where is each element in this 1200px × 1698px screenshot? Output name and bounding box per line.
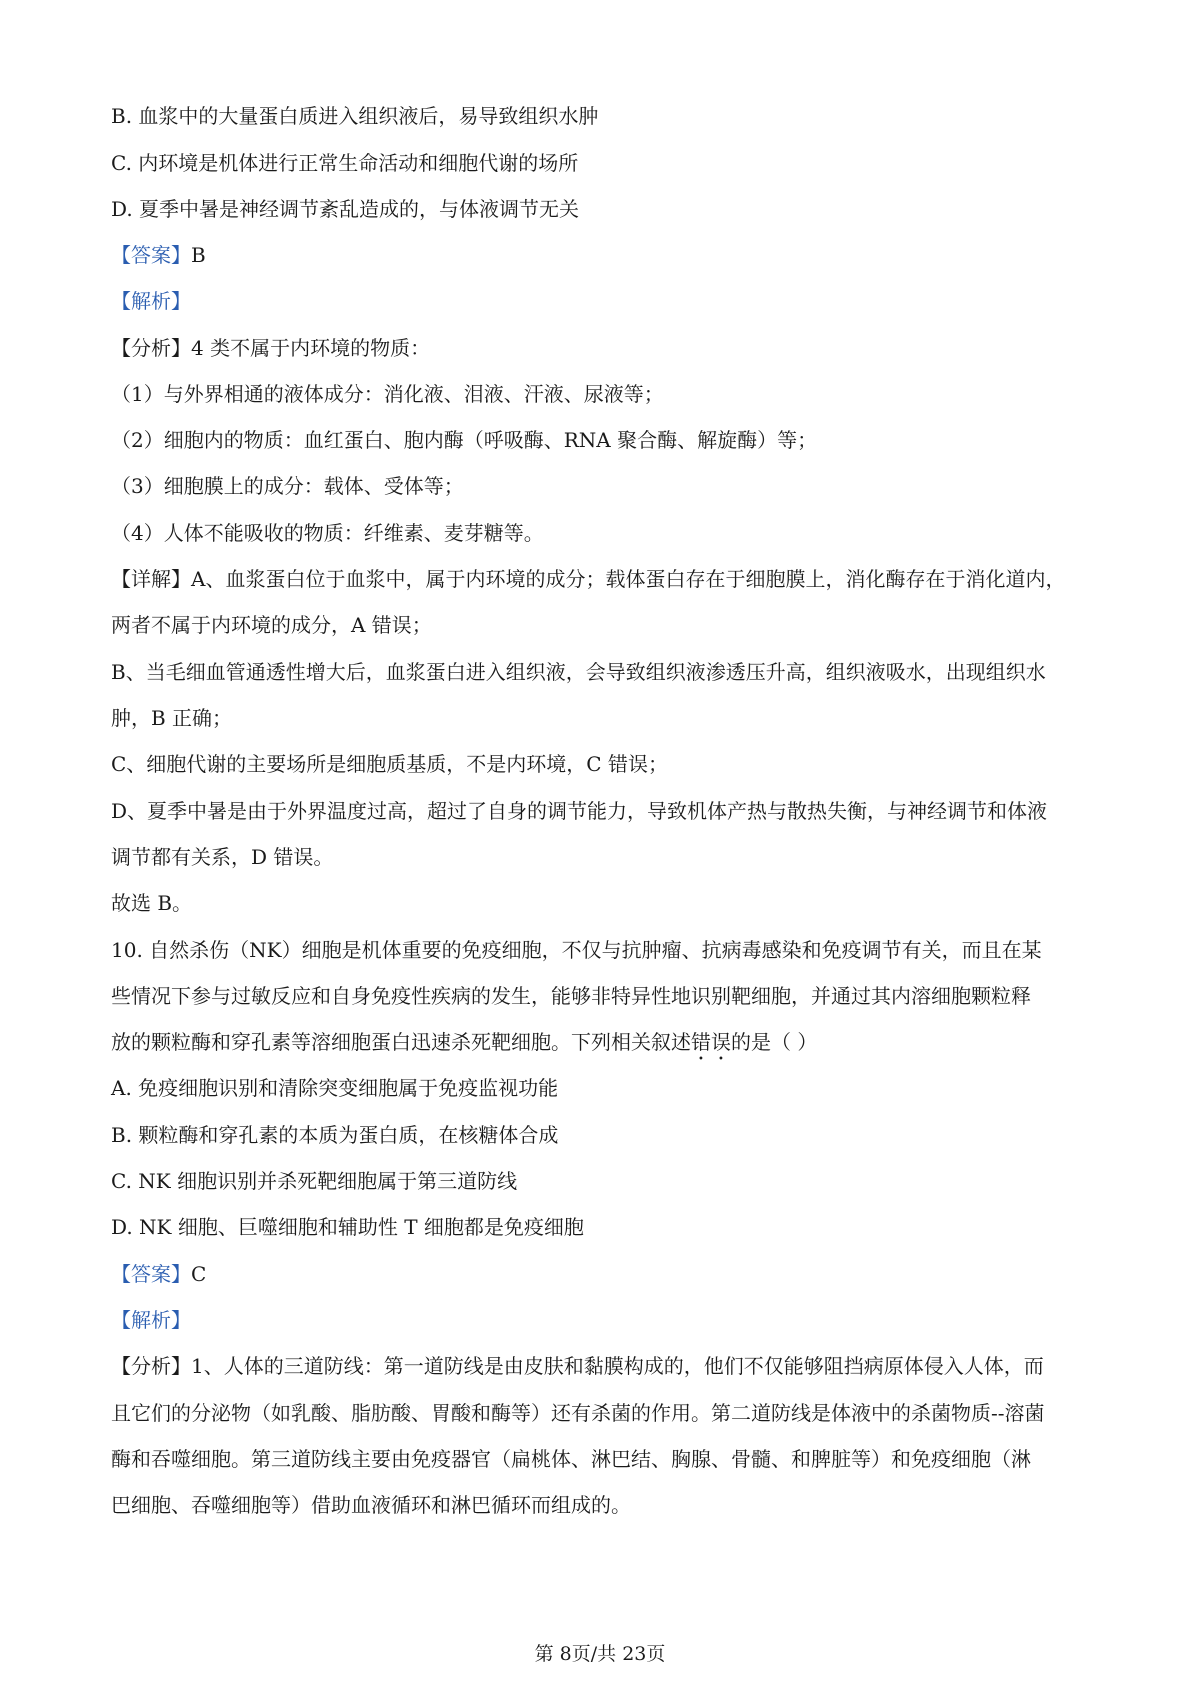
stem-text: 放的颗粒酶和穿孔素等溶细胞蛋白迅速杀死靶细胞。下列相关叙述 (111, 1030, 691, 1054)
answer-value: B (191, 243, 206, 267)
page-footer: 第 8页/共 23页 (534, 1643, 666, 1665)
xiangjie-label: 【详解】 (111, 567, 191, 591)
q10-option-d: D. NK 细胞、巨噬细胞和辅助性 T 细胞都是免疫细胞 (111, 1215, 584, 1239)
q10-stem-line: 10. 自然杀伤（NK）细胞是机体重要的免疫细胞，不仅与抗肿瘤、抗病毒感染和免疫调节有关，而且在某 (111, 938, 1042, 962)
q9-xiangjie-line: D、夏季中暑是由于外界温度过高，超过了自身的调节能力，导致机体产热与散热失衡，与神经调节和体液 (111, 799, 1048, 823)
q9-xiangjie-line: 调节都有关系，D 错误。 (111, 845, 334, 869)
q9-option-c: C. 内环境是机体进行正常生命活动和细胞代谢的场所 (111, 151, 579, 175)
answer-label: 【答案】 (111, 1262, 191, 1286)
q9-fenxi-item: （2）细胞内的物质：血红蛋白、胞内酶（呼吸酶、RNA 聚合酶、解旋酶）等； (111, 428, 818, 452)
q10-option-b: B. 颗粒酶和穿孔素的本质为蛋白质，在核糖体合成 (111, 1123, 559, 1147)
fenxi-text: 4 类不属于内环境的物质： (191, 336, 431, 360)
q10-fenxi-line: 巴细胞、吞噬细胞等）借助血液循环和淋巴循环而组成的。 (111, 1493, 631, 1517)
q9-xiangjie-line: 肿，B 正确； (111, 706, 233, 730)
q9-xiangjie-line (111, 564, 1101, 594)
q9-xiangjie-line: B、当毛细血管通透性增大后，血浆蛋白进入组织液，会导致组织液渗透压升高，组织液吸水，出现组织水 (111, 660, 1046, 684)
q9-fenxi-item: （4）人体不能吸收的物质：纤维素、麦芽糖等。 (111, 521, 544, 545)
xiangjie-text: A、血浆蛋白位于血浆中，属于内环境的成分；载体蛋白存在于细胞膜上，消化酶存在于消化道内， (191, 567, 1066, 591)
answer-label: 【答案】 (111, 243, 191, 267)
fenxi-label: 【分析】 (111, 1354, 191, 1378)
q10-stem-line: 些情况下参与过敏反应和自身免疫性疾病的发生，能够非特异性地识别靶细胞，并通过其内溶细胞颗粒释 (111, 984, 1031, 1008)
q9-xiangjie-line: 两者不属于内环境的成分，A 错误； (111, 613, 432, 637)
q9-option-d: D. 夏季中暑是神经调节紊乱造成的，与体液调节无关 (111, 197, 580, 221)
q9-option-b: B. 血浆中的大量蛋白质进入组织液后，易导致组织水肿 (111, 104, 599, 128)
q9-xiangjie-line: C、细胞代谢的主要场所是细胞质基质，不是内环境，C 错误； (111, 752, 668, 776)
stem-blank: 的是（ ） (731, 1030, 818, 1054)
q10-stem-line (111, 1027, 1101, 1065)
fenxi-label: 【分析】 (111, 336, 191, 360)
q9-answer (111, 240, 1101, 270)
q9-fenxi-item: （3）细胞膜上的成分：载体、受体等； (111, 474, 464, 498)
fenxi-text: 1、人体的三道防线：第一道防线是由皮肤和黏膜构成的，他们不仅能够阻挡病原体侵入人体，而 (191, 1354, 1044, 1378)
q9-analysis-label: 【解析】 (111, 289, 191, 313)
q10-fenxi-line: 且它们的分泌物（如乳酸、脂肪酸、胃酸和酶等）还有杀菌的作用。第二道防线是体液中的杀菌物质--溶菌 (111, 1401, 1045, 1425)
q10-fenxi-line (111, 1351, 1101, 1381)
q9-conclusion: 故选 B。 (111, 891, 193, 915)
q10-analysis-label: 【解析】 (111, 1308, 191, 1332)
q10-option-c: C. NK 细胞识别并杀死靶细胞属于第三道防线 (111, 1169, 518, 1193)
answer-value: C (191, 1262, 207, 1286)
q9-fenxi-item: （1）与外界相通的液体成分：消化液、泪液、汗液、尿液等； (111, 382, 664, 406)
q9-fenxi (111, 333, 1101, 363)
q10-answer (111, 1259, 1101, 1289)
q10-fenxi-line: 酶和吞噬细胞。第三道防线主要由免疫器官（扁桃体、淋巴结、胸腺、骨髓、和脾脏等）和免疫细胞（淋 (111, 1447, 1031, 1471)
q10-option-a: A. 免疫细胞识别和清除突变细胞属于免疫监视功能 (111, 1076, 559, 1100)
emphasized-word: 错误 (691, 1030, 731, 1054)
